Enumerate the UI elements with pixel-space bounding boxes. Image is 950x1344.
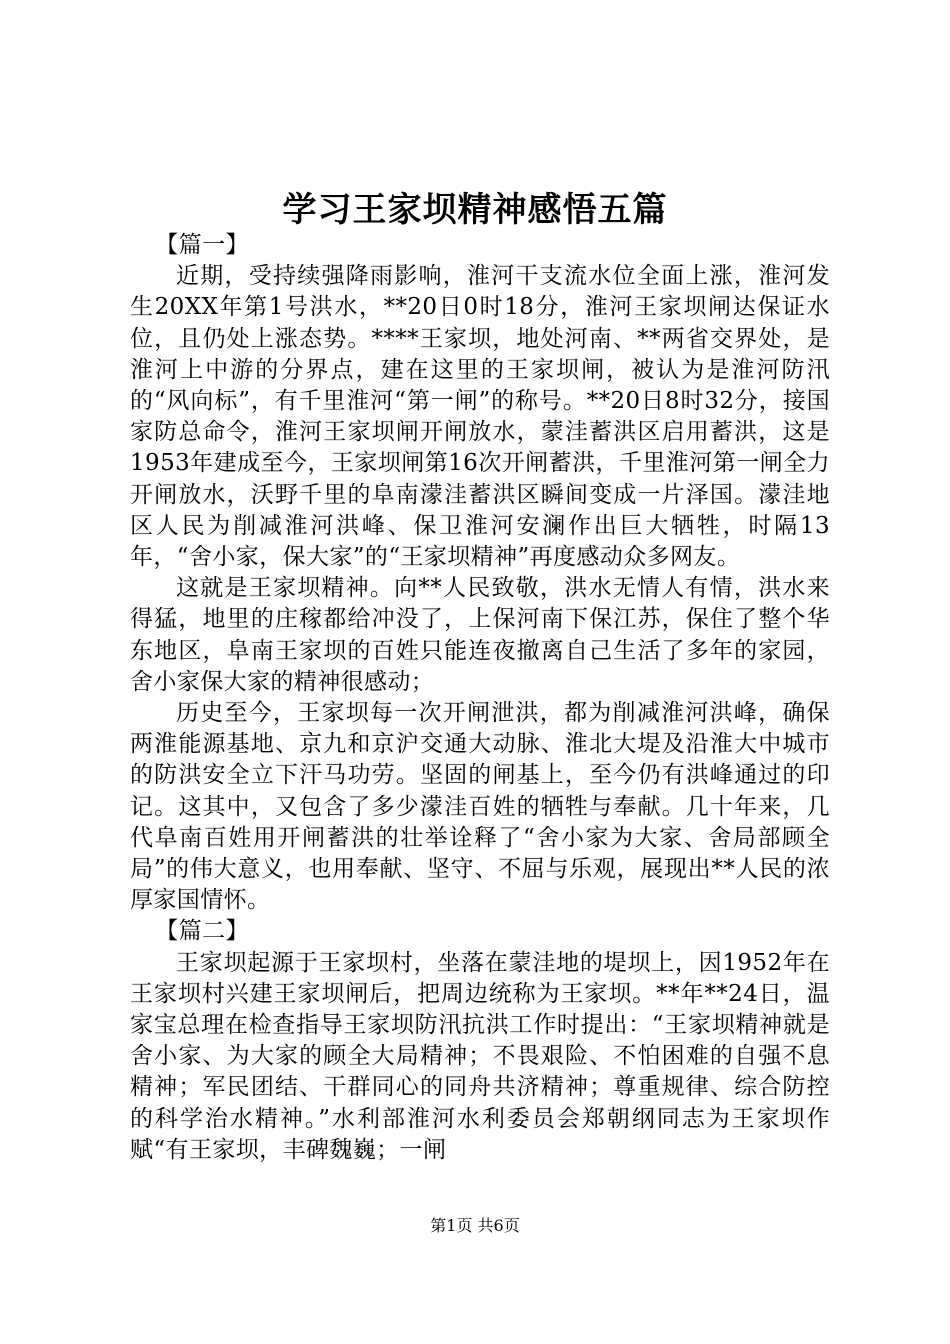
paragraph: 近期，受持续强降雨影响，淮河干支流水位全面上涨，淮河发生20XX年第1号洪水，**20日0时18分，淮河王家坝闸达保证水位，且仍处上涨态势。****王家坝，地处河南、**两省交界处，是淮河上中游的分界点，建在这里的王家坝闸，被认为是淮河防汛的“风向标”，有千里淮河“第一闸”的称号。**20日8时32分，接国家防总命令，淮河王家坝闸开闸放水，蒙洼蓄洪区启用蓄洪，这是1953年建成至今，王家坝闸第16次开闸蓄洪，千里淮河第一闸全力开闸放水，沃野千里的阜南濛洼蓄洪区瞬间变成一片泽国。濛洼地区人民为削减淮河洪峰、保卫淮河安澜作出巨大牺牲，时隔13年，“舍小家，保大家”的“王家坝精神”再度感动众多网友。 <box>130 263 830 571</box>
page-number-footer: 第1页 共6页 <box>430 1216 520 1235</box>
paragraph: 王家坝起源于王家坝村，坐落在蒙洼地的堤坝上，因1952年在王家坝村兴建王家坝闸后，把周边统称为王家坝。**年**24日，温家宝总理在检查指导王家坝防汛抗洪工作时提出：“王家坝精神就是舍小家、为大家的顾全大局精神；不畏艰险、不怕困难的自强不息精神；军民团结、干群同心的同舟共济精神；尊重规律、综合防控的科学治水精神。”水利部淮河水利委员会郑朝纲同志为王家坝作赋“有王家坝，丰碑魏巍；一闸 <box>130 949 830 1163</box>
document-body <box>130 230 830 1166</box>
section-heading-1: 【篇一】 <box>155 232 249 258</box>
section-heading-2: 【篇二】 <box>155 918 249 945</box>
paragraph: 历史至今，王家坝每一次开闸泄洪，都为削减淮河洪峰，确保两淮能源基地、京九和京沪交通大动脉、淮北大堤及沿淮大中城市的防洪安全立下汗马功劳。坚固的闸基上，至今仍有洪峰通过的印记。这其中，又包含了多少濛洼百姓的牺牲与奉献。几十年来，几代阜南百姓用开闸蓄洪的壮举诠释了“舍小家为大家、舍局部顾全局”的伟大意义，也用奉献、坚守、不屈与乐观，展现出**人民的浓厚家国情怀。 <box>130 700 830 914</box>
document-title: 学习王家坝精神感悟五篇 <box>282 190 668 230</box>
paragraph: 这就是王家坝精神。向**人民致敬，洪水无情人有情，洪水来得猛，地里的庄稼都给冲没了，上保河南下保江苏，保住了整个华东地区，阜南王家坝的百姓只能连夜撤离自己生活了多年的家园，舍小家保大家的精神很感动； <box>130 575 830 695</box>
